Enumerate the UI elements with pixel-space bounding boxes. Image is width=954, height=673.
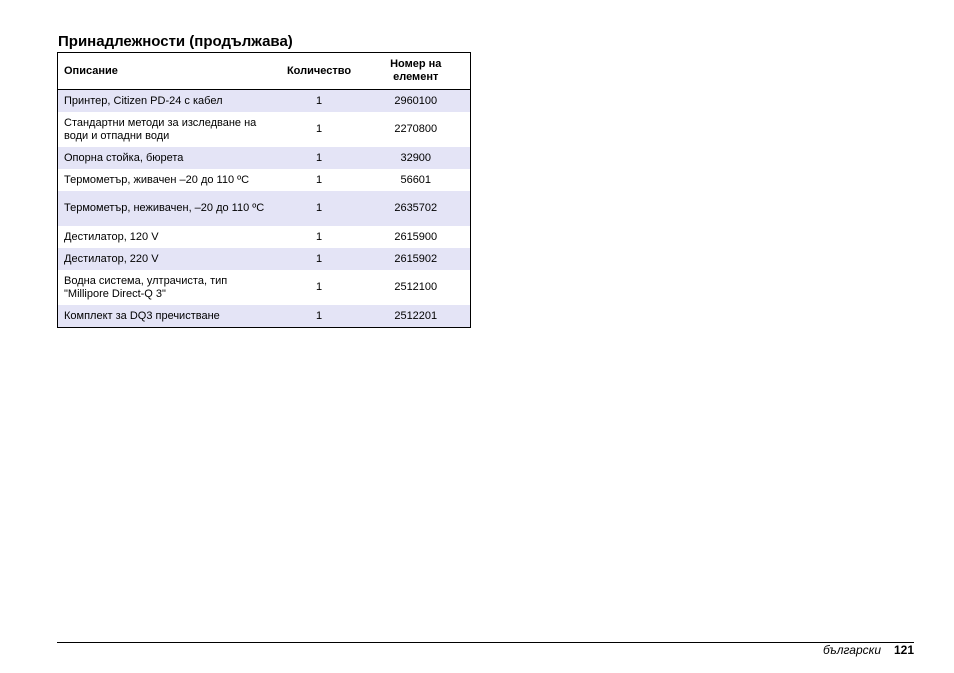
- cell-description: Дестилатор, 120 V: [58, 226, 277, 248]
- column-header-quantity: Количество: [277, 53, 362, 90]
- table-row: [58, 90, 471, 113]
- section-title: Принадлежности (продължава): [58, 33, 293, 50]
- cell-item-number: 2960100: [362, 90, 471, 113]
- cell-item-number: 2635702: [362, 191, 471, 226]
- cell-description: Комплект за DQ3 пречистване: [58, 305, 277, 328]
- cell-item-number: 2512100: [362, 270, 471, 305]
- table-row: [58, 305, 471, 328]
- column-header-item-number: Номер на елемент: [362, 53, 471, 90]
- cell-description: Термометър, неживачен, –20 до 110 ºC: [58, 191, 277, 226]
- cell-quantity: 1: [277, 169, 362, 191]
- cell-quantity: 1: [277, 147, 362, 169]
- cell-description: Стандартни методи за изследване на води и отпадни води: [58, 112, 277, 147]
- cell-quantity: 1: [277, 305, 362, 328]
- cell-quantity: 1: [277, 112, 362, 147]
- table-row: [58, 169, 471, 191]
- accessories-table: [57, 52, 471, 328]
- cell-item-number: 2615902: [362, 248, 471, 270]
- column-header-description: Описание: [58, 53, 277, 90]
- table-header-row: [58, 53, 471, 90]
- table-row: [58, 147, 471, 169]
- cell-description: Дестилатор, 220 V: [58, 248, 277, 270]
- footer-divider: [57, 642, 914, 643]
- cell-description: Водна система, ултрачиста, тип "Millipore Direct-Q 3": [58, 270, 277, 305]
- footer-language: български: [822, 643, 881, 657]
- cell-quantity: 1: [277, 270, 362, 305]
- cell-description: Термометър, живачен –20 до 110 ºC: [58, 169, 277, 191]
- cell-item-number: 2512201: [362, 305, 471, 328]
- cell-quantity: 1: [277, 226, 362, 248]
- cell-quantity: 1: [277, 248, 362, 270]
- table-row: [58, 248, 471, 270]
- cell-item-number: 2615900: [362, 226, 471, 248]
- cell-quantity: 1: [277, 191, 362, 226]
- page-number: 121: [893, 643, 914, 657]
- cell-quantity: 1: [277, 90, 362, 113]
- table-row: [58, 226, 471, 248]
- cell-description: Принтер, Citizen PD-24 с кабел: [58, 90, 277, 113]
- cell-item-number: 32900: [362, 147, 471, 169]
- table-row: [58, 191, 471, 226]
- cell-description: Опорна стойка, бюрета: [58, 147, 277, 169]
- cell-item-number: 56601: [362, 169, 471, 191]
- table-row: [58, 112, 471, 147]
- table-row: [58, 270, 471, 305]
- cell-item-number: 2270800: [362, 112, 471, 147]
